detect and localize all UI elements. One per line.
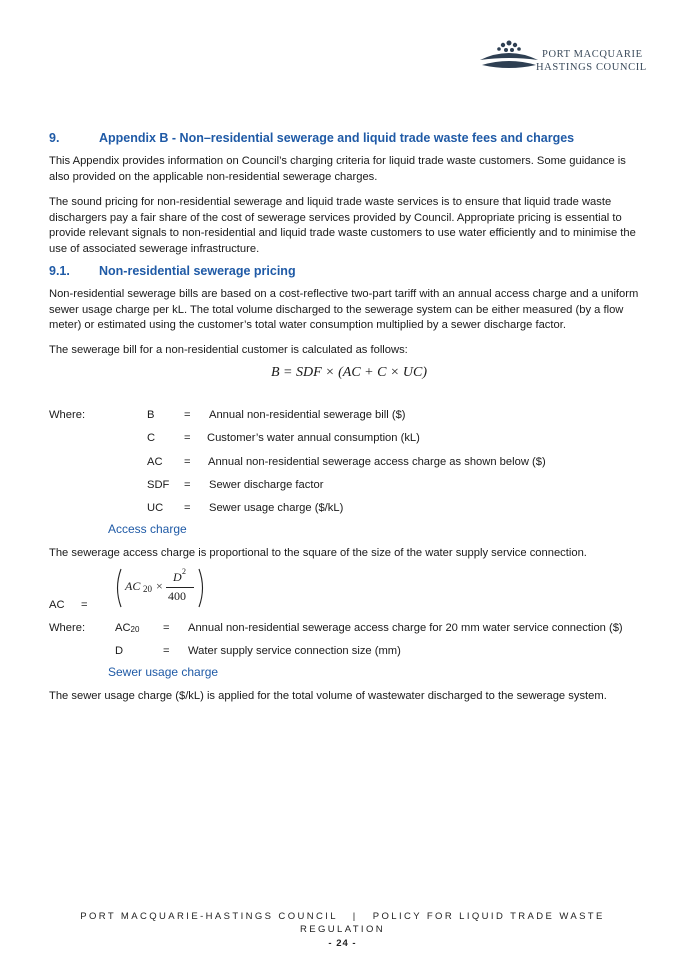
formula-ac-subscript: 20 <box>143 584 152 594</box>
definition-eq-sdf: = <box>184 479 191 491</box>
formula-numerator: D <box>173 570 182 584</box>
definition-desc-b: Annual non-residential sewerage bill ($) <box>209 409 406 421</box>
definition2-eq-d: = <box>163 645 170 657</box>
definition2-sym-ac: AC <box>115 622 131 634</box>
formula-times: × <box>156 579 163 593</box>
usage-charge-paragraph: The sewer usage charge ($/kL) is applied for the total volume of wastewater discharged to the sewerage system. <box>49 690 607 702</box>
formula-exponent: 2 <box>182 567 186 576</box>
definition-sym-ac: AC <box>147 456 163 468</box>
definition-eq-b: = <box>184 409 191 421</box>
definition2-desc-ac20: Annual non-residential sewerage access charge for 20 mm water service connection ($) <box>188 622 623 634</box>
formula-left-paren <box>113 568 123 608</box>
definition-sym-uc: UC <box>147 502 164 514</box>
footer-line-1: PORT MACQUARIE-HASTINGS COUNCIL | POLICY FOR LIQUID TRADE WASTE <box>80 911 605 922</box>
definition-sym-sdf: SDF <box>147 479 170 491</box>
definition-eq-ac: = <box>184 456 191 468</box>
ac-label: AC <box>49 599 65 611</box>
subsection-paragraph-2: The sewerage bill for a non-residential customer is calculated as follows: <box>49 344 408 356</box>
section-paragraph-1: This Appendix provides information on Council’s charging criteria for liquid trade waste customers. Some guidance is also provided on the applicable non-residential sewerage charges. <box>49 155 626 183</box>
definition2-sym-d: D <box>115 645 124 657</box>
definition2-desc-d: Water supply service connection size (mm) <box>188 645 401 657</box>
definition-desc-uc: Sewer usage charge ($/kL) <box>209 502 344 514</box>
definition-desc-sdf: Sewer discharge factor <box>209 479 324 491</box>
fraction-bar <box>166 587 194 588</box>
section-number: 9. <box>49 131 60 145</box>
access-charge-formula <box>113 566 209 610</box>
definition2-sym-ac20 <box>115 622 139 634</box>
definition2-eq-ac20: = <box>163 622 170 634</box>
definition-desc-c: Customer’s water annual consumption (kL) <box>207 432 420 444</box>
formula-denominator: 400 <box>168 589 186 603</box>
where-label: Where: <box>49 409 86 421</box>
section-title: Appendix B - Non–residential sewerage and liquid trade waste fees and charges <box>99 131 575 145</box>
access-charge-paragraph: The sewerage access charge is proportional to the square of the size of the water supply service connection. <box>49 547 587 559</box>
logo-line-1: PORT MACQUARIE <box>542 49 643 60</box>
definition2-sym-ac-sub: 20 <box>130 625 140 634</box>
ac-equals: = <box>81 599 88 611</box>
definition-desc-ac: Annual non-residential sewerage access charge as shown below ($) <box>208 456 546 468</box>
subsection-title: Non-residential sewerage pricing <box>99 264 296 278</box>
definition-eq-c: = <box>184 432 191 444</box>
section-paragraph-2: The sound pricing for non-residential sewerage and liquid trade waste services is to ensure that liquid trade waste dischargers pay a fair share of the cost of sewerage services provided by Council. Appropriate pricing is essential to provide relevant signals to non-residential and liquid trade waste customers to use water efficiently and to minimise the use of associated sewerage infrastructure. <box>49 196 636 255</box>
subsection-number: 9.1. <box>49 264 70 278</box>
access-charge-heading: Access charge <box>108 522 187 536</box>
definition-sym-b: B <box>147 409 155 421</box>
council-logo <box>478 38 648 78</box>
subsection-paragraph-1: Non-residential sewerage bills are based on a cost-reflective two-part tariff with an annual access charge and a uniform sewer usage charge per kL. The total volume discharged to the sewerage system can be either measured (by a flow meter) or estimated using the customer’s total water consumption multiplied by a sewer discharge factor. <box>49 288 639 331</box>
logo-line-2: HASTINGS COUNCIL <box>536 62 647 73</box>
footer-line-2: REGULATION <box>299 924 386 935</box>
formula-right-paren <box>197 568 207 608</box>
definition-sym-c: C <box>147 432 156 444</box>
where-label-2: Where: <box>49 622 86 634</box>
formula-ac: AC <box>125 579 141 593</box>
council-logo-icon <box>478 38 540 74</box>
usage-charge-heading: Sewer usage charge <box>108 665 219 679</box>
definition-eq-uc: = <box>184 502 191 514</box>
page-number: - 24 - <box>328 938 357 949</box>
bill-formula: B = SDF × (AC + C × UC) <box>271 365 428 380</box>
